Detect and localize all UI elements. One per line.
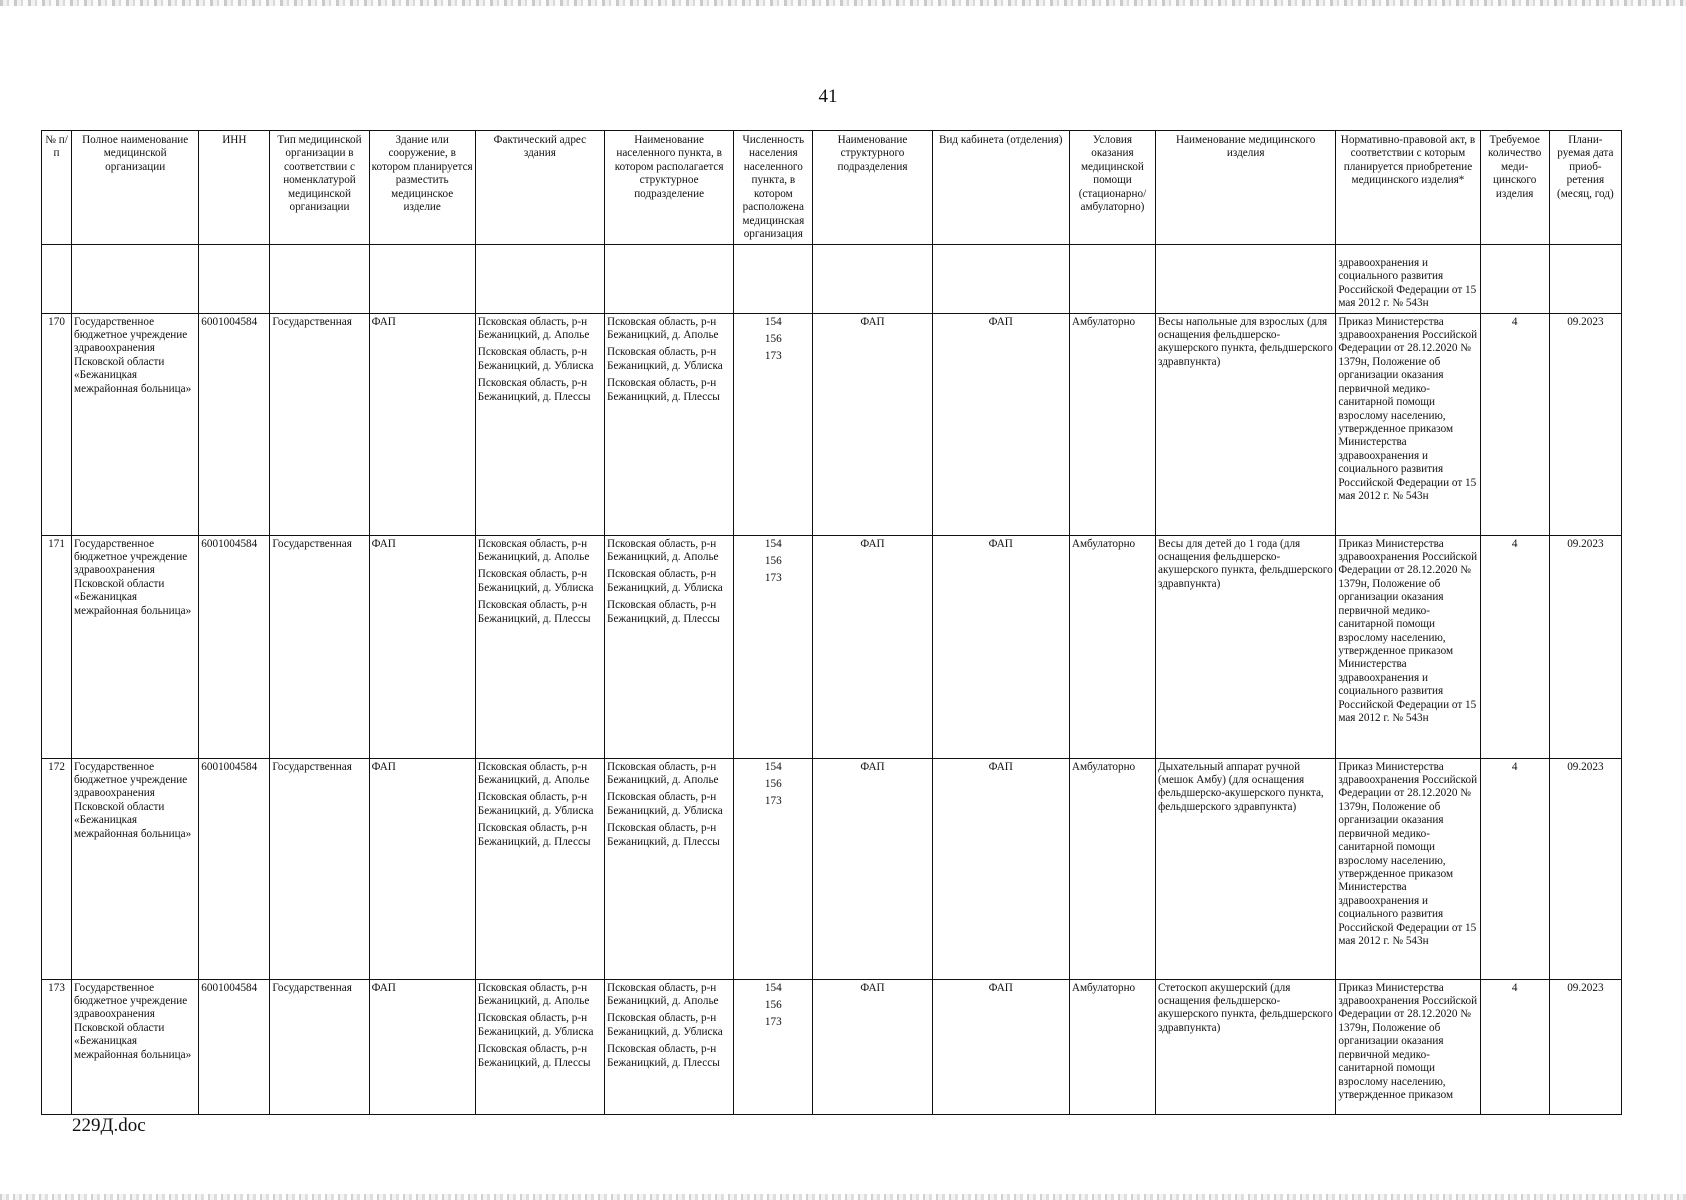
cabinet: ФАП bbox=[932, 535, 1069, 758]
planned-date: 09.2023 bbox=[1549, 758, 1621, 979]
address: Псковская область, р-н Бежаницкий, д. Аполье bbox=[477, 981, 590, 1007]
address: Псковская область, р-н Бежаницкий, д. Ублиска bbox=[477, 568, 594, 594]
planned-date: 09.2023 bbox=[1549, 535, 1621, 758]
device-name: Весы для детей до 1 года (для оснащения фельдшерско-акушерского пункта, фельдшерского здравпункта) bbox=[1156, 535, 1336, 758]
population: 154 bbox=[764, 981, 782, 994]
col-header-qty: Требуемое количество меди-цинского изделия bbox=[1480, 131, 1549, 245]
footer-filename: 229Д.doc bbox=[72, 1115, 146, 1136]
col-header-date: Плани-руемая дата приоб-ретения (месяц, год) bbox=[1549, 131, 1621, 245]
page-number: 41 bbox=[818, 86, 838, 107]
population-cell bbox=[734, 313, 813, 535]
population: 173 bbox=[764, 795, 782, 808]
address: Псковская область, р-н Бежаницкий, д. Ублиска bbox=[477, 791, 594, 817]
settlement: Псковская область, р-н Бежаницкий, д. Аполье bbox=[607, 760, 719, 786]
row-num: 170 bbox=[42, 313, 72, 535]
table-row bbox=[42, 979, 1622, 1114]
device-name: Дыхательный аппарат ручной (мешок Амбу) (для оснащения фельдшерско-акушерского пункта, фельдшерского здравпункта) bbox=[1156, 758, 1336, 979]
legal-act: Приказ Министерства здравоохранения Российской Федерации от 28.12.2020 № 1379н, Положение об организации оказания первичной медико-санитарной помощи взрослому населению, утвержденное приказом bbox=[1336, 979, 1480, 1114]
address: Псковская область, р-н Бежаницкий, д. Плессы bbox=[477, 822, 591, 848]
row-num: 172 bbox=[42, 758, 72, 979]
col-header-population: Численность населения населенного пункта, в котором расположена медицинская организация bbox=[734, 131, 813, 245]
scan-edge-bottom bbox=[0, 1194, 1686, 1200]
address-cell bbox=[475, 313, 604, 535]
table-header-row bbox=[42, 131, 1622, 245]
quantity: 4 bbox=[1480, 313, 1549, 535]
population: 156 bbox=[764, 554, 782, 567]
division: ФАП bbox=[813, 313, 932, 535]
col-header-conditions: Условия оказания медицинской помощи (стационарно/ амбулаторно) bbox=[1069, 131, 1155, 245]
org-name: Государственное бюджетное учреждение здравоохранения Псковской области «Бежаницкая межрайонная больница» bbox=[72, 313, 199, 535]
quantity: 4 bbox=[1480, 535, 1549, 758]
equipment-table bbox=[41, 130, 1622, 1115]
col-header-device: Наименование медицинского изделия bbox=[1156, 131, 1336, 245]
division: ФАП bbox=[813, 979, 932, 1114]
building: ФАП bbox=[369, 979, 475, 1114]
table-row bbox=[42, 758, 1622, 979]
settlement-cell bbox=[605, 758, 734, 979]
table-row bbox=[42, 535, 1622, 758]
address-cell bbox=[475, 758, 604, 979]
org-type: Государственная bbox=[270, 758, 369, 979]
settlement-cell bbox=[605, 979, 734, 1114]
org-type: Государственная bbox=[270, 535, 369, 758]
settlement: Псковская область, р-н Бежаницкий, д. Аполье bbox=[607, 315, 719, 341]
building: ФАП bbox=[369, 758, 475, 979]
settlement: Псковская область, р-н Бежаницкий, д. Плессы bbox=[607, 822, 720, 848]
division: ФАП bbox=[813, 758, 932, 979]
population: 173 bbox=[764, 350, 782, 363]
scan-edge-top bbox=[0, 0, 1686, 6]
settlement-cell bbox=[605, 313, 734, 535]
address: Псковская область, р-н Бежаницкий, д. Плессы bbox=[477, 1043, 591, 1069]
legal-act: Приказ Министерства здравоохранения Российской Федерации от 28.12.2020 № 1379н, Положение об организации оказания первичной медико-санитарной помощи взрослому населению, утвержденное приказом Министерства здравоохранения и социального развития Российской Федерации от 15 мая 2012 г. № 543н bbox=[1336, 313, 1480, 535]
cabinet: ФАП bbox=[932, 758, 1069, 979]
address: Псковская область, р-н Бежаницкий, д. Аполье bbox=[477, 315, 590, 341]
conditions: Амбулаторно bbox=[1069, 758, 1155, 979]
division: ФАП bbox=[813, 535, 932, 758]
col-header-address: Фактический адрес здания bbox=[475, 131, 604, 245]
col-header-legal: Нормативно-правовой акт, в соответствии с которым планируется приобретение медицинского изделия* bbox=[1336, 131, 1480, 245]
conditions: Амбулаторно bbox=[1069, 535, 1155, 758]
org-name: Государственное бюджетное учреждение здравоохранения Псковской области «Бежаницкая межрайонная больница» bbox=[72, 979, 199, 1114]
legal-act: Приказ Министерства здравоохранения Российской Федерации от 28.12.2020 № 1379н, Положение об организации оказания первичной медико-санитарной помощи взрослому населению, утвержденное приказом Министерства здравоохранения и социального развития Российской Федерации от 15 мая 2012 г. № 543н bbox=[1336, 535, 1480, 758]
population-cell bbox=[734, 535, 813, 758]
continuation-row bbox=[42, 244, 1622, 313]
population: 154 bbox=[764, 760, 782, 773]
inn: 6001004584 bbox=[199, 535, 270, 758]
population: 154 bbox=[764, 537, 782, 550]
address: Псковская область, р-н Бежаницкий, д. Плессы bbox=[477, 377, 591, 403]
col-header-num: № п/п bbox=[42, 131, 72, 245]
cabinet: ФАП bbox=[932, 313, 1069, 535]
settlement: Псковская область, р-н Бежаницкий, д. Ублиска bbox=[607, 1012, 723, 1038]
population: 154 bbox=[764, 315, 782, 328]
col-header-division: Наименование структурного подразделения bbox=[813, 131, 932, 245]
inn: 6001004584 bbox=[199, 979, 270, 1114]
table-row bbox=[42, 313, 1622, 535]
cabinet: ФАП bbox=[932, 979, 1069, 1114]
settlement: Псковская область, р-н Бежаницкий, д. Аполье bbox=[607, 981, 719, 1007]
continuation-legal-cell: здравоохранения и социального развития Российской Федерации от 15 мая 2012 г. № 543н bbox=[1336, 244, 1480, 313]
settlement-cell bbox=[605, 535, 734, 758]
population: 156 bbox=[764, 332, 782, 345]
inn: 6001004584 bbox=[199, 313, 270, 535]
building: ФАП bbox=[369, 313, 475, 535]
org-name: Государственное бюджетное учреждение здравоохранения Псковской области «Бежаницкая межрайонная больница» bbox=[72, 758, 199, 979]
col-header-type: Тип медицинской организации в соответствии с номенклатурой медицинской организации bbox=[270, 131, 369, 245]
population: 173 bbox=[764, 1016, 782, 1029]
org-name: Государственное бюджетное учреждение здравоохранения Псковской области «Бежаницкая межрайонная больница» bbox=[72, 535, 199, 758]
address: Псковская область, р-н Бежаницкий, д. Ублиска bbox=[477, 346, 594, 372]
population-cell bbox=[734, 979, 813, 1114]
building: ФАП bbox=[369, 535, 475, 758]
conditions: Амбулаторно bbox=[1069, 979, 1155, 1114]
quantity: 4 bbox=[1480, 758, 1549, 979]
settlement: Псковская область, р-н Бежаницкий, д. Ублиска bbox=[607, 791, 723, 817]
inn: 6001004584 bbox=[199, 758, 270, 979]
row-num: 173 bbox=[42, 979, 72, 1114]
planned-date: 09.2023 bbox=[1549, 313, 1621, 535]
row-num: 171 bbox=[42, 535, 72, 758]
population-cell bbox=[734, 758, 813, 979]
address: Псковская область, р-н Бежаницкий, д. Аполье bbox=[477, 760, 590, 786]
settlement: Псковская область, р-н Бежаницкий, д. Плессы bbox=[607, 377, 720, 403]
address: Псковская область, р-н Бежаницкий, д. Плессы bbox=[477, 599, 591, 625]
col-header-building: Здание или сооружение, в котором планируется разместить медицинское изделие bbox=[369, 131, 475, 245]
population: 173 bbox=[764, 572, 782, 585]
population: 156 bbox=[764, 777, 782, 790]
org-type: Государственная bbox=[270, 979, 369, 1114]
col-header-cabinet: Вид кабинета (отделения) bbox=[932, 131, 1069, 245]
planned-date: 09.2023 bbox=[1549, 979, 1621, 1114]
settlement: Псковская область, р-н Бежаницкий, д. Аполье bbox=[607, 537, 719, 563]
settlement: Псковская область, р-н Бежаницкий, д. Ублиска bbox=[607, 346, 723, 372]
device-name: Весы напольные для взрослых (для оснащения фельдшерско-акушерского пункта, фельдшерского здравпункта) bbox=[1156, 313, 1336, 535]
legal-act: Приказ Министерства здравоохранения Российской Федерации от 28.12.2020 № 1379н, Положение об организации оказания первичной медико-санитарной помощи взрослому населению, утвержденное приказом Министерства здравоохранения и социального развития Российской Федерации от 15 мая 2012 г. № 543н bbox=[1336, 758, 1480, 979]
settlement: Псковская область, р-н Бежаницкий, д. Плессы bbox=[607, 599, 720, 625]
address: Псковская область, р-н Бежаницкий, д. Ублиска bbox=[477, 1012, 594, 1038]
device-name: Стетоскоп акушерский (для оснащения фельдшерско-акушерского пункта, фельдшерского здравпункта) bbox=[1156, 979, 1336, 1114]
org-type: Государственная bbox=[270, 313, 369, 535]
address-cell bbox=[475, 535, 604, 758]
conditions: Амбулаторно bbox=[1069, 313, 1155, 535]
address-cell bbox=[475, 979, 604, 1114]
col-header-settlement: Наименование населенного пункта, в котором располагается структурное подразделение bbox=[605, 131, 734, 245]
address: Псковская область, р-н Бежаницкий, д. Аполье bbox=[477, 537, 590, 563]
quantity: 4 bbox=[1480, 979, 1549, 1114]
col-header-inn: ИНН bbox=[199, 131, 270, 245]
col-header-org: Полное наименование медицинской организации bbox=[72, 131, 199, 245]
settlement: Псковская область, р-н Бежаницкий, д. Ублиска bbox=[607, 568, 723, 594]
settlement: Псковская область, р-н Бежаницкий, д. Плессы bbox=[607, 1043, 720, 1069]
population: 156 bbox=[764, 998, 782, 1011]
